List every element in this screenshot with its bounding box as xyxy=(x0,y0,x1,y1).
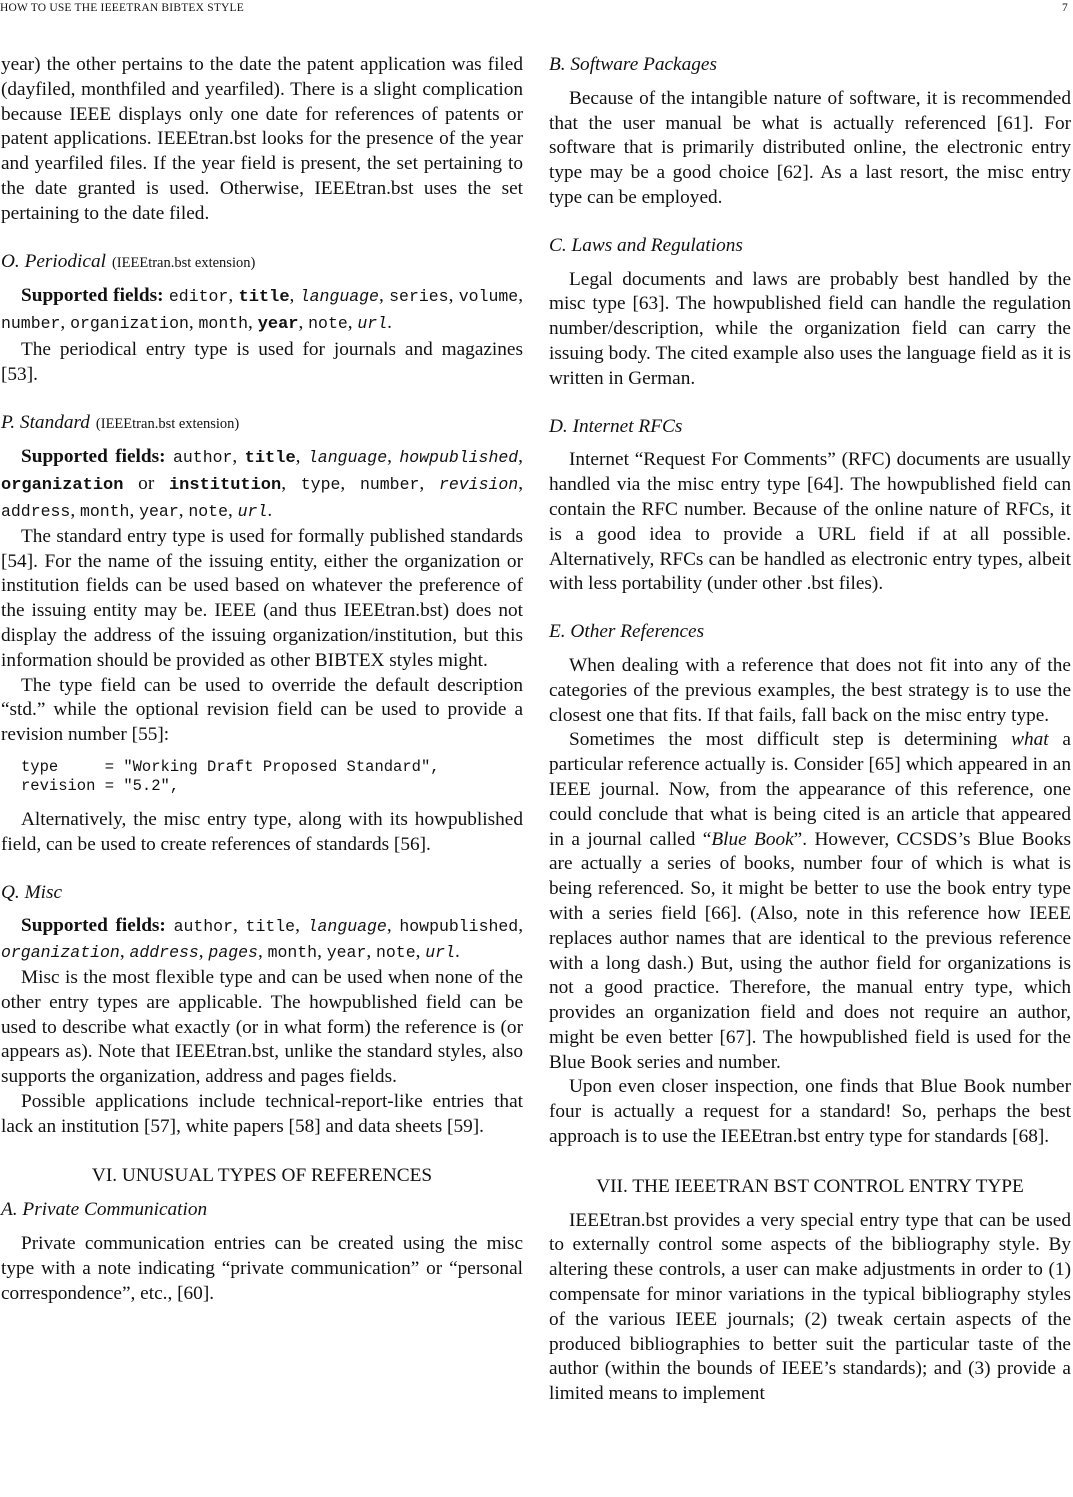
standard-body-2: The type field can be used to override the default description “std.” while the optional revision field can be used to provide a revision number [55]: xyxy=(1,674,523,746)
other-body-1: When dealing with a reference that does not fit into any of the categories of the previous examples, the best strategy is to use the closest one that fits. If that fails, fall back on the misc entry type. xyxy=(549,654,1071,726)
section-vii-body: IEEEtran.bst provides a very special entry type that can be used to externally control some aspects of the bibliography style. By altering these controls, a user can make adjustments in order to (1) compensate for minor variations in the typical bibliography styles of the various IEEE journals; (2) tweak certain aspects of the produced bibliographies to better suit the particular taste of the author (within the bounds of IEEE’s standards); and (3) provide a limited means to implement xyxy=(549,1209,1071,1405)
section-heading-vii: VII. THE IEEETRAN BST CONTROL ENTRY TYPE xyxy=(596,1175,1024,1197)
laws-body: Legal documents and laws are probably best handled by the misc type [63]. The howpublished field can handle the regulation number/description, while the organization field can carry the issuing body. The cited example also uses the language field as it is written in German. xyxy=(549,268,1071,389)
periodical-body: The periodical entry type is used for journals and magazines [53]. xyxy=(1,338,523,385)
software-body: Because of the intangible nature of software, it is recommended that the user manual be what is actually referenced [61]. For software that is primarily distributed online, the electronic entry type may be a good choice [62]. As a last resort, the misc entry type can be employed. xyxy=(549,87,1071,208)
standard-body-1: The standard entry type is used for formally published standards [54]. For the name of the issuing entity, either the organization or institution fields can be used based on whatever the preference of the issuing entity may be. IEEE (and thus IEEEtran.bst) does not display the address of the issuing organization/institution, but this information should be provided as other BIBTEX styles might. xyxy=(1,525,523,671)
misc-body-1: Misc is the most flexible type and can be used when none of the other entry types are applicable. The howpublished field can be used to describe what exactly (or in what form) the reference is (or appears as). Note that IEEEtran.bst, unlike the standard styles, also supports the organization, address and pages fields. xyxy=(1,966,523,1088)
subsection-heading-rfc: D. Internet RFCs xyxy=(549,415,683,437)
right-column xyxy=(549,53,1071,1407)
section-heading-vi: VI. UNUSUAL TYPES OF REFERENCES xyxy=(91,1165,433,1187)
code-line: revision = "5.2", xyxy=(21,776,180,795)
misc-supported-fields: Supported fields: author, title, language, howpublished, organization, address, pages, month, year, note, url. xyxy=(1,915,524,963)
standard-body-3: Alternatively, the misc entry type, along with its howpublished field, can be used to create references of standards [56]. xyxy=(1,808,523,855)
left-column xyxy=(1,53,523,1306)
standard-supported-fields: Supported fields: author, title, language, howpublished, organization or institution, type, number, revision, address, month, year, note, url. xyxy=(1,446,524,521)
misc-body-2: Possible applications include technical-report-like entries that lack an institution [57], white papers [58] and data sheets [59]. xyxy=(1,1090,523,1137)
subsection-heading-laws: C. Laws and Regulations xyxy=(549,234,743,256)
rfc-body: Internet “Request For Comments” (RFC) documents are usually handled via the misc entry type [64]. The howpublished field can contain the RFC number. Because of the online nature of RFCs, it is a good idea to provide a URL field if at all possible. Alternatively, RFCs can be handled as electronic entry types, albeit with less portability (under other .bst files). xyxy=(549,449,1071,595)
subsection-heading-software: B. Software Packages xyxy=(549,54,717,75)
periodical-supported-fields: Supported fields: editor, title, language, series, volume, number, organization, month, year, note, url. xyxy=(1,285,524,335)
code-line: type = "Working Draft Proposed Standard", xyxy=(21,757,440,776)
continued-paragraph: year) the other pertains to the date the patent application was filed (dayfiled, monthfiled and yearfiled). There is a slight complication because IEEE displays only one date for references of patents or patent applications. IEEEtran.bst looks for the presence of the year and yearfiled files. If the year field is present, the set pertaining to the date granted is used. Otherwise, IEEEtran.bst uses the set pertaining to the date filed. xyxy=(1,54,523,224)
running-header: HOW TO USE THE IEEETRAN BIBTEX STYLE xyxy=(0,2,244,14)
private-body: Private communication entries can be created using the misc type with a note indicating “private communication” or “personal correspondence”, etc., [60]. xyxy=(1,1233,523,1304)
subsection-heading-private: A. Private Communication xyxy=(1,1199,208,1221)
subsection-heading-other: E. Other References xyxy=(549,621,705,643)
other-body-2: Sometimes the most difficult step is determining what a particular reference actually is. Consider [65] which appeared in an IEEE journal. Now, from the appearance of this reference, one could conclude that what is being cited is an article that appeared in a journal called “Blue Book”. However, CCSDS’s Blue Books are actually a series of books, number four of which is what is being referenced. So, it might be better to use the book entry type with a series field [66]. (Also, note in this reference how IEEE replaces author names that are identical to the previous reference with a long dash.) But, using the author field for organizations is not a good practice. Therefore, the manual entry type, which provides an organization field and does not require an author, might be even better [67]. The howpublished field is used for the Blue Book series and number. xyxy=(549,729,1071,1073)
other-body-3: Upon even closer inspection, one finds that Blue Book number four is actually a request for a standard! So, perhaps the best approach is to use the IEEEtran.bst entry type for standards [68]. xyxy=(549,1076,1071,1148)
subsection-heading-periodical: O. Periodical (IEEEtran.bst extension) xyxy=(1,250,256,272)
subsection-heading-misc: Q. Misc xyxy=(1,881,63,903)
code-example xyxy=(21,758,523,796)
page-number: 7 xyxy=(1062,2,1068,14)
subsection-heading-standard: P. Standard (IEEEtran.bst extension) xyxy=(1,411,240,433)
